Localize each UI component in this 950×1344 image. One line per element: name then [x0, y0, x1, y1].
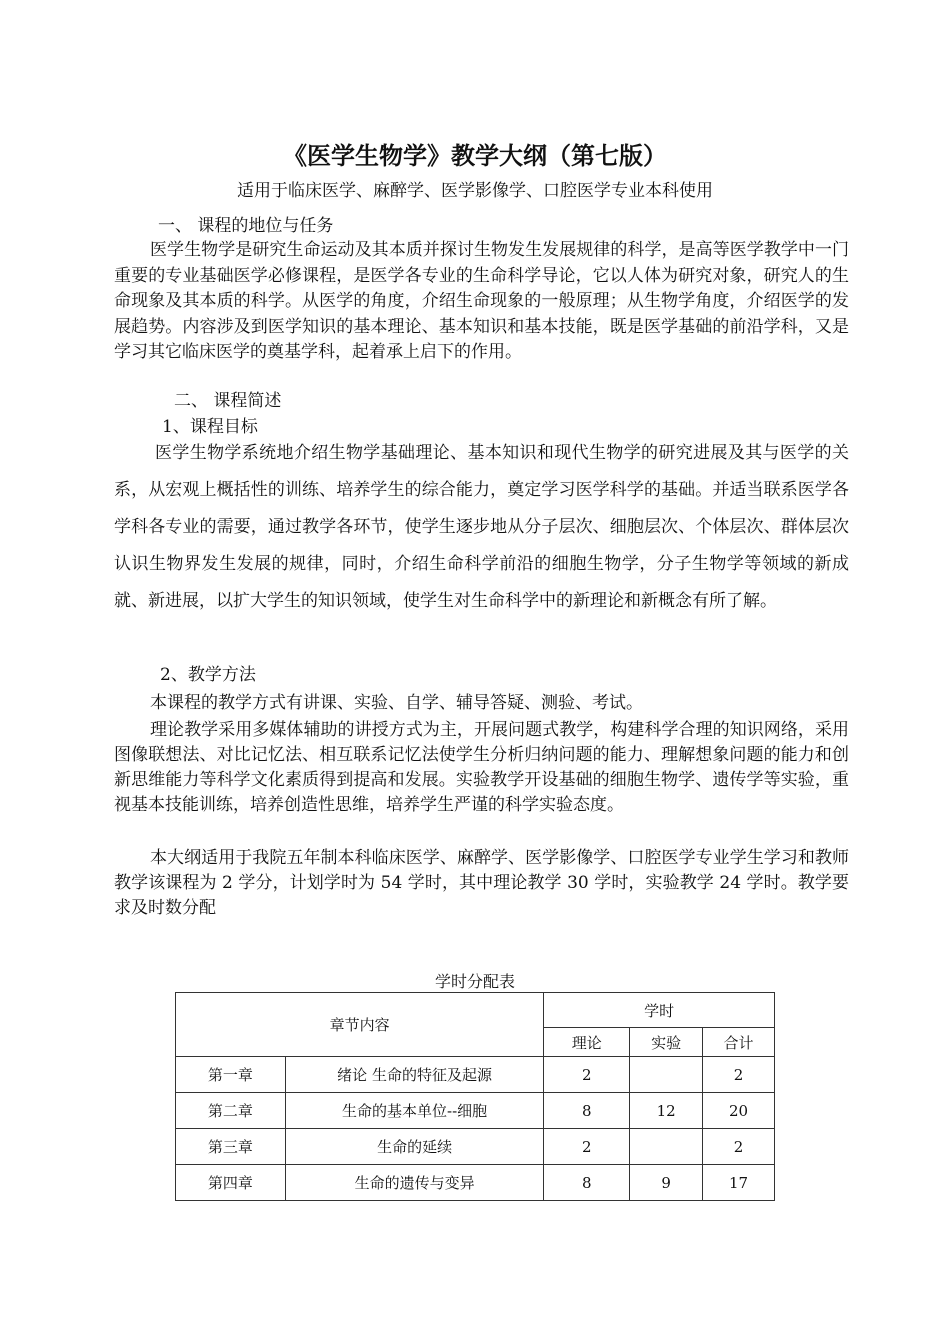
- hours-table: [175, 992, 775, 1201]
- section-2-2-paragraph-2: 理论教学采用多媒体辅助的讲授方式为主，开展问题式教学，构建科学合理的知识网络，采用图像联想法、对比记忆法、相互联系记忆法使学生分析归纳问题的能力、理解想象问题的能力和创新思维能力等科学文化素质得到提高和发展。实验教学开设基础的细胞生物学、遗传学等实验，重视基本技能训练，培养创造性思维，培养学生严谨的科学实验态度。: [114, 720, 849, 815]
- section-2-2-heading: 2、教学方法: [160, 665, 256, 685]
- total-cell: 20: [703, 1093, 775, 1129]
- chapter-cell: 第三章: [176, 1129, 286, 1165]
- total-cell: 2: [703, 1057, 775, 1093]
- content-cell: 生命的延续: [285, 1129, 544, 1165]
- lab-cell: [630, 1129, 703, 1165]
- header-total: 合计: [703, 1028, 775, 1057]
- table-row: [176, 1093, 775, 1129]
- table-row: [176, 1129, 775, 1165]
- section-2-1-paragraph: 医学生物学系统地介绍生物学基础理论、基本知识和现代生物学的研究进展及其与医学的关系，从宏观上概括性的训练、培养学生的综合能力，奠定学习医学科学的基础。并适当联系医学各学科各专业的需要，通过教学各环节，使学生逐步地从分子层次、细胞层次、个体层次、群体层次认识生物界发生发展的规律，同时，介绍生命科学前沿的细胞生物学，分子生物学等领域的新成就、新进展，以扩大学生的知识领域，使学生对生命科学中的新理论和新概念有所了解。: [114, 443, 849, 611]
- total-cell: 2: [703, 1129, 775, 1165]
- content-cell: 生命的基本单位--细胞: [285, 1093, 544, 1129]
- header-hours: 学时: [544, 993, 775, 1028]
- section-2-2-paragraph-1: 本课程的教学方式有讲课、实验、自学、辅导答疑、测验、考试。: [150, 693, 643, 713]
- theory-cell: 2: [544, 1129, 630, 1165]
- chapter-cell: 第二章: [176, 1093, 286, 1129]
- content-cell: 生命的遗传与变异: [285, 1165, 544, 1201]
- section-2-1-heading: 1、课程目标: [162, 417, 258, 437]
- lab-cell: [630, 1057, 703, 1093]
- table-caption: 学时分配表: [434, 972, 515, 991]
- section-1-paragraph: 医学生物学是研究生命运动及其本质并探讨生物发生发展规律的科学，是高等医学教学中一门重要的专业基础医学必修课程，是医学各专业的生命科学导论，它以人体为研究对象，研究人的生命现象及其本质的科学。从医学的角度，介绍生命现象的一般原理；从生物学角度，介绍医学的发展趋势。内容涉及到医学知识的基本理论、基本知识和基本技能，既是医学基础的前沿学科，又是学习其它临床医学的奠基学科，起着承上启下的作用。: [114, 240, 849, 362]
- header-theory: 理论: [544, 1028, 630, 1057]
- theory-cell: 2: [544, 1057, 630, 1093]
- total-cell: 17: [703, 1165, 775, 1201]
- document-subtitle: 适用于临床医学、麻醉学、医学影像学、口腔医学专业本科使用: [237, 181, 713, 201]
- chapter-cell: 第一章: [176, 1057, 286, 1093]
- header-content: 章节内容: [176, 993, 544, 1057]
- section-1-heading: 一、 课程的地位与任务: [158, 216, 334, 236]
- theory-cell: 8: [544, 1165, 630, 1201]
- theory-cell: 8: [544, 1093, 630, 1129]
- section-2-2-paragraph-3: 本大纲适用于我院五年制本科临床医学、麻醉学、医学影像学、口腔医学专业学生学习和教师教学该课程为 2 学分，计划学时为 54 学时，其中理论教学 30 学时，实验教学 24 学时。教学要求及时数分配: [114, 848, 849, 918]
- section-2-heading: 二、 课程简述: [174, 391, 282, 411]
- lab-cell: 9: [630, 1165, 703, 1201]
- table-row: [176, 1057, 775, 1093]
- chapter-cell: 第四章: [176, 1165, 286, 1201]
- lab-cell: 12: [630, 1093, 703, 1129]
- table-row: [176, 1165, 775, 1201]
- content-cell: 绪论 生命的特征及起源: [285, 1057, 544, 1093]
- document-title: 《医学生物学》教学大纲（第七版）: [283, 142, 667, 170]
- header-lab: 实验: [630, 1028, 703, 1057]
